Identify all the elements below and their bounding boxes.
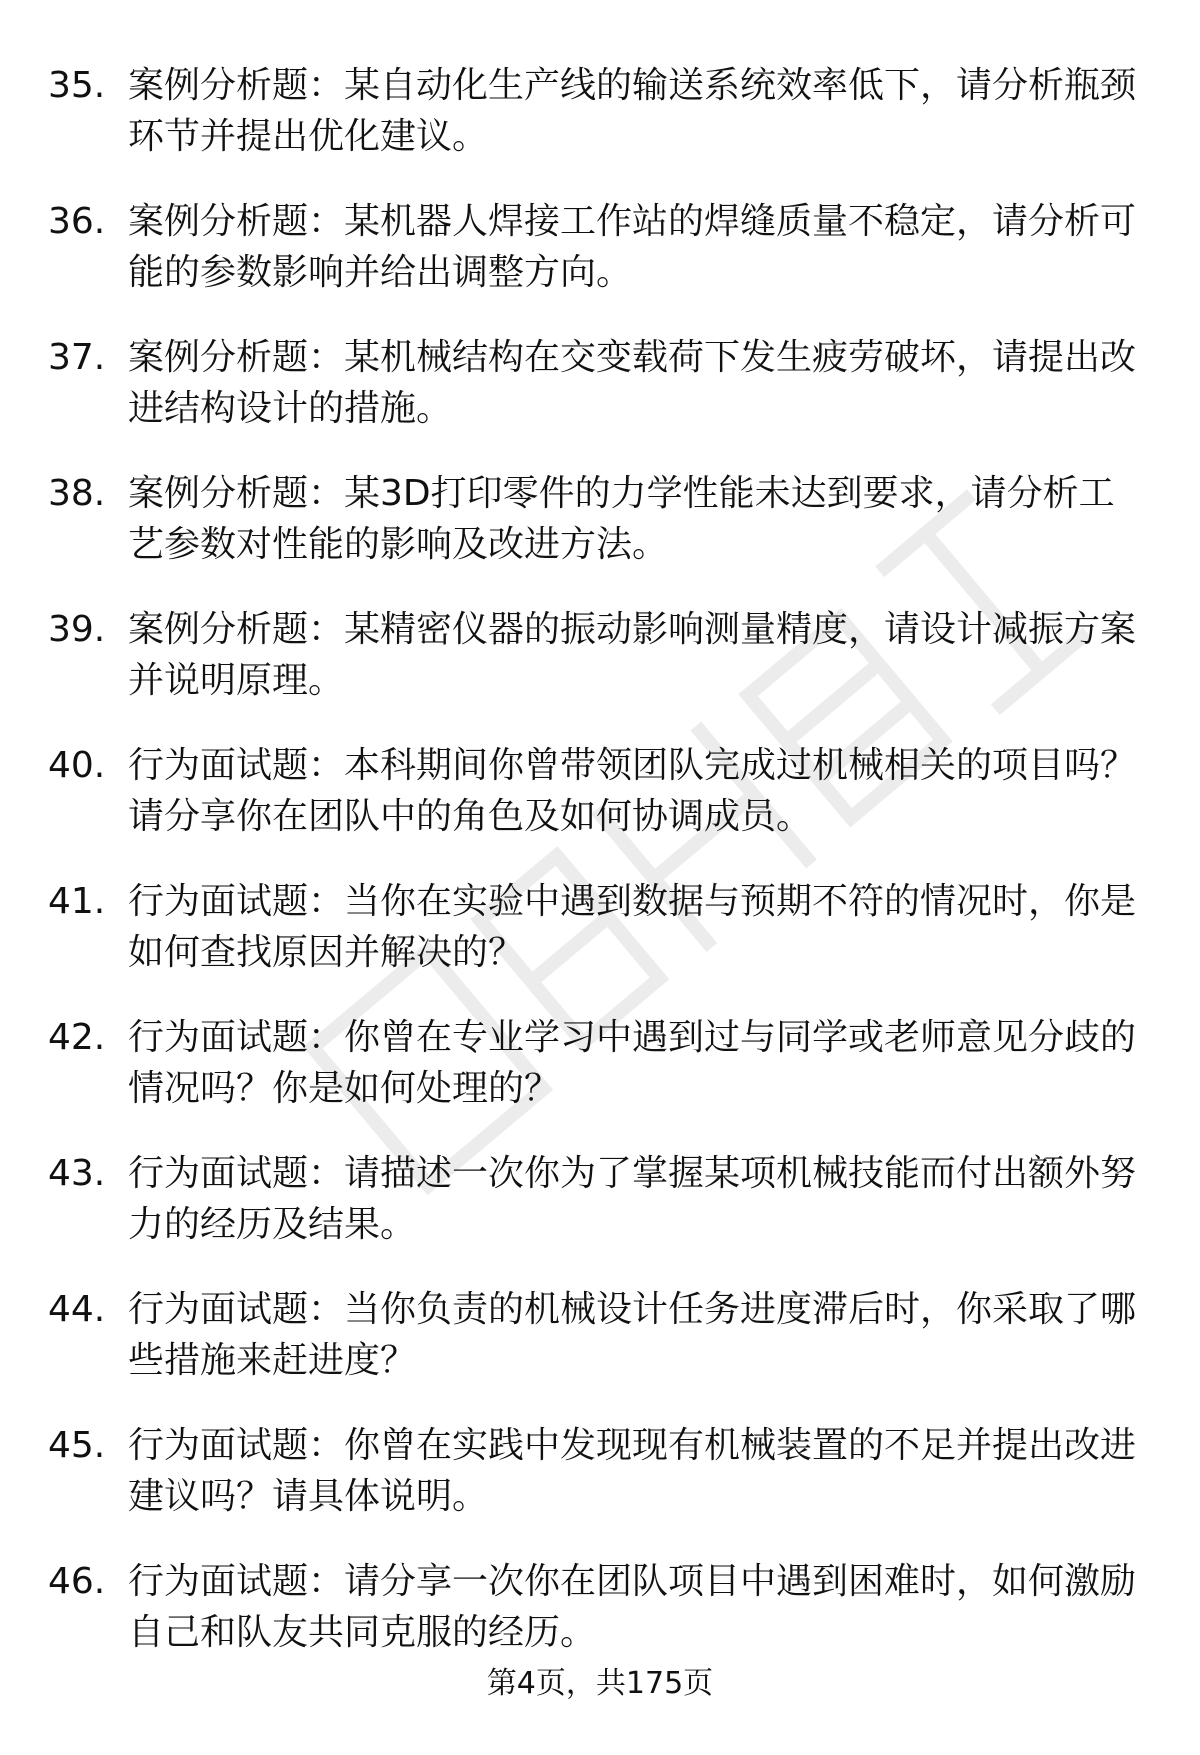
question-item: [0, 876, 1200, 1012]
question-text: 行为面试题：你曾在实践中发现现有机械装置的不足并提出改进建议吗？请具体说明。: [128, 1425, 1137, 1517]
question-number: 36.: [48, 201, 106, 242]
question-number: 44.: [48, 1289, 106, 1330]
question-item: [0, 604, 1200, 740]
question-item: [0, 468, 1200, 604]
question-number: 37.: [48, 337, 106, 378]
question-number: 35.: [48, 65, 106, 106]
question-text: 行为面试题：请分享一次你在团队项目中遇到困难时，如何激励自己和队友共同克服的经历。: [128, 1561, 1137, 1653]
question-list: [0, 60, 1200, 1692]
question-number: 41.: [48, 881, 106, 922]
question-text: 案例分析题：某机器人焊接工作站的焊缝质量不稳定，请分析可能的参数影响并给出调整方向。: [128, 201, 1137, 293]
question-number: 45.: [48, 1425, 106, 1466]
question-number: 40.: [48, 745, 106, 786]
question-number: 43.: [48, 1153, 106, 1194]
question-item: [0, 740, 1200, 876]
question-item: [0, 332, 1200, 468]
question-text: 案例分析题：某精密仪器的振动影响测量精度，请设计减振方案并说明原理。: [128, 609, 1137, 701]
question-item: [0, 1012, 1200, 1148]
question-item: [0, 60, 1200, 196]
question-item: [0, 1420, 1200, 1556]
question-text: 案例分析题：某自动化生产线的输送系统效率低下，请分析瓶颈环节并提出优化建议。: [128, 65, 1137, 157]
question-item: [0, 1148, 1200, 1284]
question-text: 行为面试题：当你负责的机械设计任务进度滞后时，你采取了哪些措施来赶进度？: [128, 1289, 1137, 1381]
question-text: 案例分析题：某机械结构在交变载荷下发生疲劳破坏，请提出改进结构设计的措施。: [128, 337, 1137, 429]
question-text: 案例分析题：某3D打印零件的力学性能未达到要求，请分析工艺参数对性能的影响及改进方法。: [128, 473, 1115, 565]
question-number: 46.: [48, 1561, 106, 1602]
question-item: [0, 1284, 1200, 1420]
question-text: 行为面试题：本科期间你曾带领团队完成过机械相关的项目吗？请分享你在团队中的角色及如何协调成员。: [128, 745, 1137, 837]
question-text: 行为面试题：请描述一次你为了掌握某项机械技能而付出额外努力的经历及结果。: [128, 1153, 1137, 1245]
question-text: 行为面试题：当你在实验中遇到数据与预期不符的情况时，你是如何查找原因并解决的？: [128, 881, 1137, 973]
question-text: 行为面试题：你曾在专业学习中遇到过与同学或老师意见分歧的情况吗？你是如何处理的？: [128, 1017, 1137, 1109]
question-item: [0, 196, 1200, 332]
question-number: 38.: [48, 473, 106, 514]
question-number: 39.: [48, 609, 106, 650]
question-number: 42.: [48, 1017, 106, 1058]
page-footer: 第4页，共175页: [486, 1666, 714, 1701]
